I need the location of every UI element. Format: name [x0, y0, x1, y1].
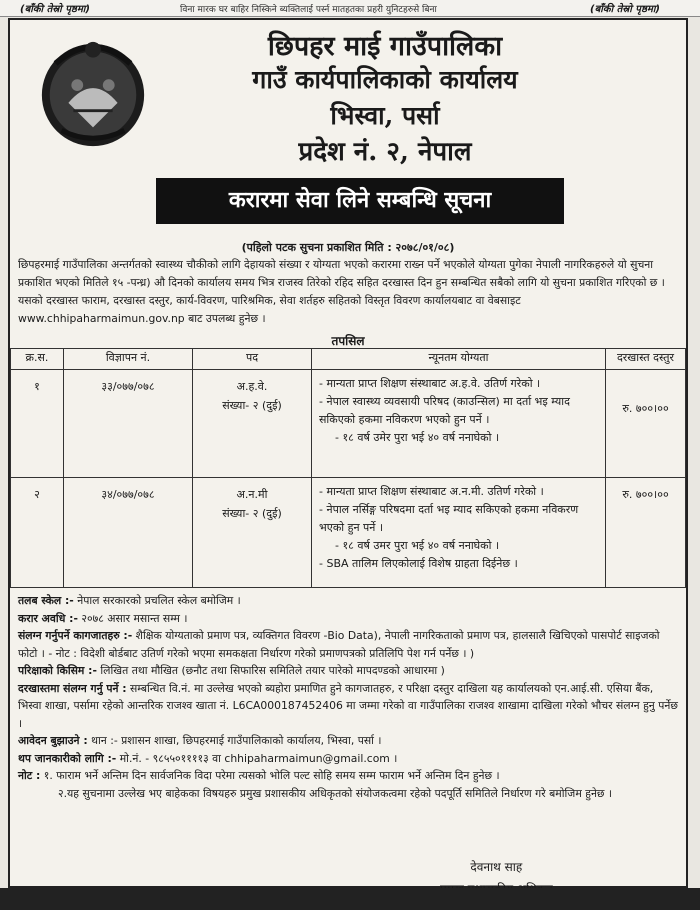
qualification-list — [313, 371, 604, 451]
note-salary — [18, 592, 678, 610]
fee-value: रु. ७००।०० — [622, 488, 669, 501]
note-text: शैक्षिक योग्यताको प्रमाण पत्र, व्यक्तिगत विवरण -Bio Data), नेपाली नागरिकताको प्रमाण पत्र, हालसालै खिचिएको पासपोर्ट साइजको फोटो । - नोट : विदेशी बोर्डबाट उतिर्ण गरेको भएमा समकक्षता निर्धारण गरेको प्रमाणपत्रको प्रतिलिपि पेश गर्न पर्नेछ । ) — [18, 629, 660, 660]
publication-date: (पहिलो पटक सुचना प्रकाशित मिति : २०७८/०१/०८) — [241, 241, 455, 254]
cell-ad-no — [64, 370, 193, 478]
post-value: अ.न.मी — [236, 488, 268, 501]
cell-qualification — [312, 478, 606, 588]
note-duration — [18, 610, 678, 628]
qualification-list — [313, 479, 604, 577]
post-count: संख्या- २ (दुई) — [222, 399, 282, 412]
ad-no-value: ३४/०७७/०७८ — [101, 488, 155, 501]
cell-post — [193, 478, 312, 588]
continued-note-left: (बाँकी तेस्रो पृष्ठमा) — [20, 4, 90, 15]
note-deadline — [18, 767, 678, 785]
col-header-ad-no: विज्ञापन नं. — [64, 349, 193, 370]
post-count: संख्या- २ (दुई) — [222, 507, 282, 520]
notice-title-banner: करारमा सेवा लिने सम्बन्धि सूचना — [156, 178, 564, 224]
cell-ad-no — [64, 478, 193, 588]
signatory-name: देवनाथ साह — [470, 860, 523, 874]
vacancy-table — [10, 348, 686, 588]
continued-note-right: (बाँकी तेस्रो पृष्ठमा) — [590, 4, 660, 15]
note-label: करार अवधि :- — [18, 611, 78, 625]
note-text: नेपाल सरकारको प्रचलित स्केल बमोजिम । — [73, 594, 241, 607]
col-header-post: पद — [193, 349, 312, 370]
conditions-section — [18, 592, 678, 802]
nepal-emblem-icon — [34, 34, 152, 152]
cell-sn — [11, 370, 64, 478]
note-submission — [18, 732, 678, 750]
cell-qualification — [312, 370, 606, 478]
notice-sheet — [8, 18, 688, 888]
note-label: नोट : — [18, 769, 41, 782]
cell-post — [193, 370, 312, 478]
note-contact — [18, 750, 678, 768]
cutoff-text: विना मारक घर बाहिर निस्किने ब्यक्तिलाई पर्स्न मातहतका प्रहरी युनिटहरुसे बिना — [180, 5, 437, 15]
office-name: गाउँ कार्यपालिकाको कार्यालय — [252, 65, 518, 94]
previous-ad-strip — [0, 0, 700, 17]
note-label: दरखास्तमा संलग्न गर्नु पर्ने : — [18, 681, 127, 695]
qualification-item: - मान्यता प्राप्त शिक्षण संस्थाबाट अ.न.मी. उतिर्ण गरेको । — [319, 485, 544, 498]
cell-sn — [11, 478, 64, 588]
ad-no-value: ३३/०७७/०७८ — [101, 380, 155, 393]
qualification-item: - SBA तालिम लिएकोलाई विशेष ग्राहता दिईनेछ । — [319, 557, 518, 570]
note-text: सम्बन्धित वि.नं. मा उल्लेख भएको ब्यहोरा प्रमाणित हुने कागजातहरु, र परिक्षा दस्तुर दाखिला यह कार्यालयको एन.आई.सी. एसिया बैंक, भिस्वा शाखा, पर्सामा रहेको आन्तरिक राजश्व खाता नं. L6CA000187452406 मा जम्मा गरेको वा गाउँपालिका राजश्व शाखामा दाखिला गरेको भौचर संलग्न हुनु पर्नेछ । — [18, 681, 678, 730]
col-header-qualification: न्यूनतम योग्यता — [312, 349, 606, 370]
next-ad-strip — [0, 888, 700, 910]
intro-paragraph: छिपहरमाई गाउँपालिका अन्तर्गतको स्वास्थ्य चौकीको लागि देहायको संख्या र योग्यता भएको करारमा राख्न पर्ने भएकोले योग्यता पुगेका नेपाली नागरिकहरुले यो सुचना प्रकाशित भएको मितिले १५ -पन्ध्र) औ दिनको कार्यालय समय भित्र राजस्व तिरेको रहिद सहित दरखास्त दिन हुन सम्बन्धित सबैको लागि यो सुचना प्रकाशित गरिएको छ । यसको दरखास्त फाराम, दरखास्त दस्तुर, कार्य-विवरण, पारिश्रमिक, सेवा शर्तहरु सहितको विस्तृत विवरण कार्यालयबाट वा वेबसाइट www.chhipaharmaimun.gov.np बाट उपलब्ध हुनेछ । — [18, 258, 665, 325]
note-label: थप जानकारीको लागि :- — [18, 751, 117, 765]
note-attachments — [18, 680, 678, 733]
note-label: तलब स्केल :- — [18, 594, 74, 607]
note-text: २.यह सुचनामा उल्लेख भए बाहेकका विषयहरु प्रमुख प्रशासकीय अधिकृतको संयोजकत्वमा रहेको पदपूर्ति समितिले निर्धारण गरे बमोजिम हुनेछ । — [58, 786, 613, 800]
fee-value: रु. ७००।०० — [622, 402, 669, 415]
post-value: अ.ह.वे. — [236, 380, 268, 393]
qualification-item: - नेपाल स्वास्थ्य व्यवसायी परिषद (काउन्सिल) मा दर्ता भइ म्याद सकिएको हकमा नविकरण भएको हुन पर्ने । — [319, 395, 570, 426]
qualification-item: - मान्यता प्राप्त शिक्षण संस्थाबाट अ.ह.वे. उतिर्ण गरेको । — [319, 377, 541, 390]
note-exam-type — [18, 662, 678, 680]
cell-fee — [606, 478, 686, 588]
qualification-item: - १८ वर्ष उमर पुरा भई ४० वर्ष ननाघेको । — [335, 539, 500, 552]
table-row — [11, 370, 686, 478]
note-label: परिक्षाको किसिम :- — [18, 664, 97, 677]
qualification-item: - नेपाल नर्सिङ्ग परिषदमा दर्ता भइ म्याद सकिएको हकमा नविकरण भएको हुन पर्ने । — [319, 503, 579, 534]
col-header-fee: दरखास्त दस्तुर — [606, 349, 686, 370]
note-text: थान :- प्रशासन शाखा, छिपहरमाई गाउँपालिकाको कार्यालय, भिस्वा, पर्सा । — [87, 734, 382, 747]
sn-value: २ — [34, 488, 40, 501]
municipality-name: छिपहर माई गाउँपालिका — [267, 31, 503, 62]
note-documents — [18, 627, 678, 662]
note-committee — [18, 785, 678, 803]
col-header-sn: क्र.स. — [11, 349, 64, 370]
note-label: आवेदन बुझाउने : — [18, 734, 88, 747]
office-location: भिस्वा, पर्सा — [330, 101, 440, 130]
qualification-item: - १८ वर्ष उमेर पुरा भई ४० वर्ष ननाघेको । — [335, 431, 500, 444]
table-row — [11, 478, 686, 588]
note-text: २०७८ असार मसान्त सम्म । — [77, 611, 188, 625]
note-text: १. फाराम भर्ने अन्तिम दिन सार्वजनिक विदा परेमा त्यसको भोलि पल्ट सोहि समय सम्म फाराम भर्ने अन्तिम दिन हुनेछ । — [40, 769, 500, 782]
note-text: लिखित तथा मौखित (छनौट तथा सिफारिस समितिले तयार पारेको मापदण्डको आधारमा ) — [96, 664, 445, 677]
province-line: प्रदेश नं. २, नेपाल — [298, 137, 472, 167]
table-header-row — [11, 349, 686, 370]
cell-fee — [606, 370, 686, 478]
table-title: तपसिल — [331, 334, 365, 348]
note-text: मो.नं. - ९८५५०११११३ वा chhipaharmaimun@gmail.com । — [116, 751, 398, 765]
sn-value: १ — [34, 380, 40, 393]
note-label: संलग्न गर्नुपर्ने कागजातहरु :- — [18, 629, 133, 642]
